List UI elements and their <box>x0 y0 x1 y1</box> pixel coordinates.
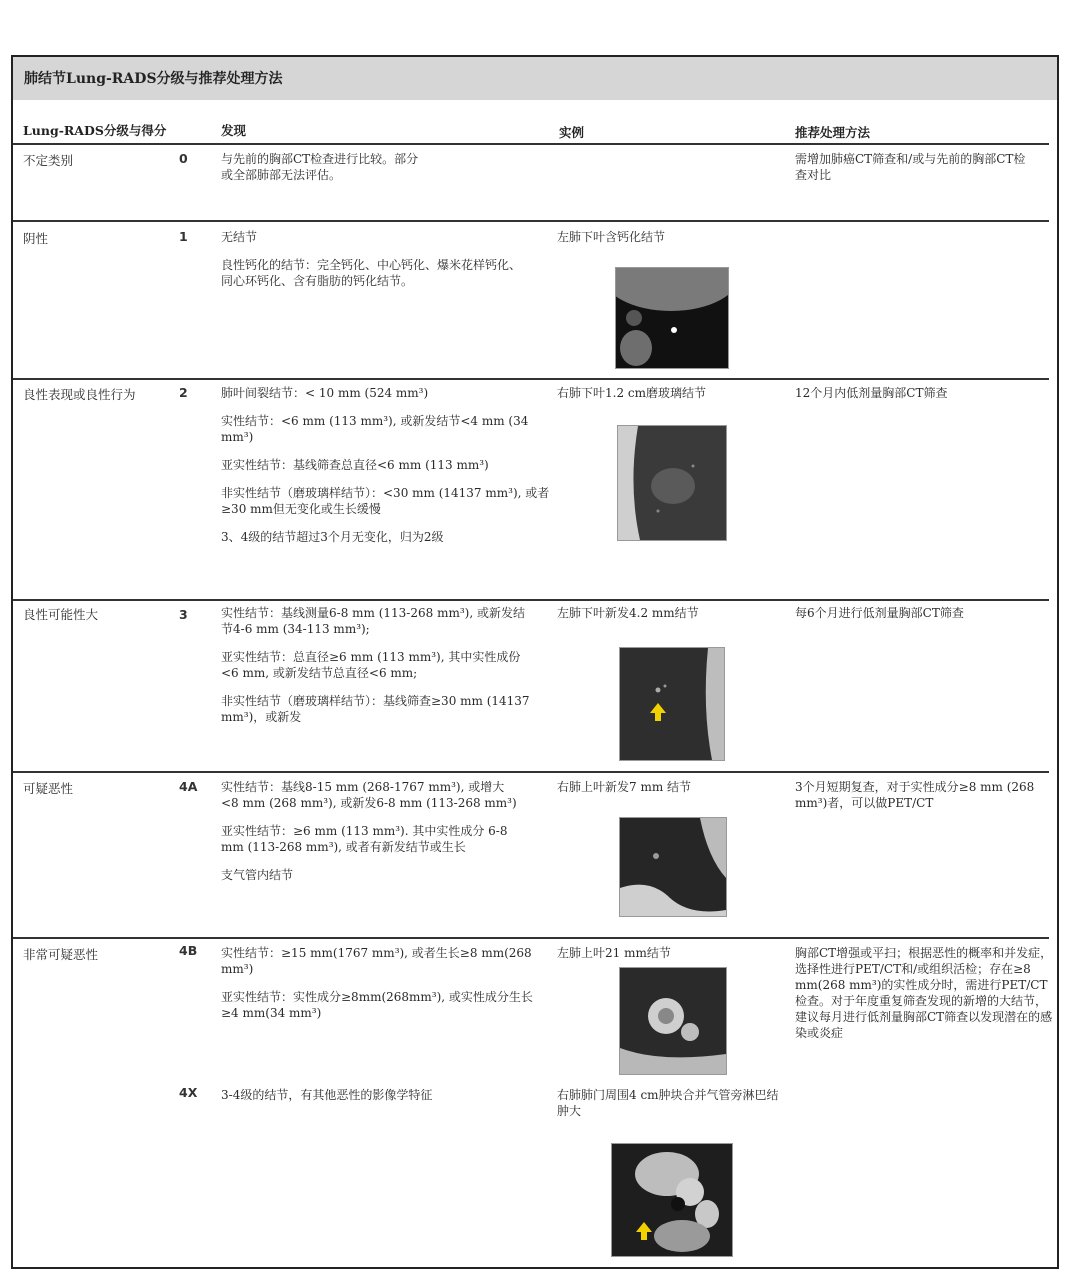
row-0-recommendation: 需增加肺癌CT筛查和/或与先前的胸部CT检查对比 <box>795 152 1026 182</box>
row-divider <box>13 771 1049 773</box>
row-6-finding: 3-4级的结节，有其他恶性的影像学特征 <box>221 1088 433 1102</box>
row-6-findings <box>221 1087 551 1115</box>
row-0-finding: 与先前的胸部CT检查进行比较。部分或全部肺部无法评估。 <box>221 152 419 182</box>
row-5-findings <box>221 945 543 1033</box>
row-6-example: 右肺肺门周围4 cm肿块合并气管旁淋巴结肿大 <box>557 1088 779 1118</box>
ct-scan-calcified-nodule <box>616 268 728 368</box>
row-3-finding: 非实性结节（磨玻璃样结节）：基线筛查≥30 mm (14137 mm³)，或新发 <box>221 694 530 724</box>
row-5-finding: 亚实性结节：实性成分≥8mm(268mm³), 或实性成分生长≥4 mm(34 mm³) <box>221 990 533 1020</box>
ct-image-row-2 <box>617 425 727 541</box>
row-0-score: 0 <box>179 151 188 166</box>
ct-image-row-4 <box>619 817 727 917</box>
row-1-finding: 无结节 <box>221 230 258 244</box>
lung-rads-table <box>11 55 1059 1269</box>
ct-image-row-3 <box>619 647 725 761</box>
header-rule <box>13 143 1049 145</box>
row-2-category: 良性表现或良性行为 <box>23 387 136 402</box>
row-2-score: 2 <box>179 385 188 400</box>
ct-scan-ground-glass-nodule <box>618 426 726 540</box>
row-1-finding: 良性钙化的结节：完全钙化、中心钙化、爆米花样钙化、同心环钙化、含有脂肪的钙化结节。 <box>221 258 522 288</box>
row-2-example: 右肺下叶1.2 cm磨玻璃结节 <box>557 386 706 400</box>
row-2-finding: 3、4级的结节超过3个月无变化，归为2级 <box>221 530 444 544</box>
row-1-example: 左肺下叶含钙化结节 <box>557 230 666 244</box>
row-1-category: 阴性 <box>23 231 49 246</box>
row-3-finding: 亚实性结节：总直径≥6 mm (113 mm³), 其中实性成份 <6 mm, 或新发结节总直径<6 mm; <box>221 650 521 680</box>
ct-image-row-5 <box>619 967 727 1075</box>
row-5-example: 左肺上叶21 mm结节 <box>557 946 671 960</box>
row-4-recommendation: 3个月短期复查，对于实性成分≥8 mm (268 mm³)者，可以做PET/CT <box>795 780 1035 810</box>
header-recommendation: 推荐处理方法 <box>795 125 871 140</box>
row-0-category: 不定类别 <box>23 153 74 168</box>
row-3-score: 3 <box>179 607 188 622</box>
page-title: 肺结节Lung-RADS分级与推荐处理方法 <box>24 71 283 87</box>
row-4-findings <box>221 779 519 895</box>
row-divider <box>13 599 1049 601</box>
row-divider <box>13 220 1049 222</box>
row-5-score: 4B <box>179 943 198 958</box>
row-2-finding: 实性结节：<6 mm (113 mm³), 或新发结节<4 mm (34 mm³) <box>221 414 529 444</box>
row-2-finding: 亚实性结节：基线筛查总直径<6 mm (113 mm³) <box>221 458 489 472</box>
row-2-finding: 肺叶间裂结节：< 10 mm (524 mm³) <box>221 386 429 400</box>
row-3-findings <box>221 605 536 737</box>
row-3-category: 良性可能性大 <box>23 607 99 622</box>
row-2-finding: 非实性结节（磨玻璃样结节）：<30 mm (14137 mm³), 或者≥30 mm但无变化或生长缓慢 <box>221 486 550 516</box>
title-bar <box>13 57 1057 100</box>
header-findings: 发现 <box>221 123 247 138</box>
row-4-finding: 亚实性结节：≥6 mm (113 mm³). 其中实性成分 6-8 mm (113-268 mm³), 或者有新发结节或生长 <box>221 824 508 854</box>
ct-image-row-6 <box>611 1143 733 1257</box>
row-1-score: 1 <box>179 229 188 244</box>
header-category-score: Lung-RADS分级与得分 <box>23 123 167 138</box>
row-4-category: 可疑恶性 <box>23 781 74 796</box>
row-5-finding: 实性结节：≥15 mm(1767 mm³), 或者生长≥8 mm(268 mm³) <box>221 946 532 976</box>
row-2-findings <box>221 385 551 557</box>
ct-image-row-1 <box>615 267 729 369</box>
row-3-recommendation: 每6个月进行低剂量胸部CT筛查 <box>795 606 964 620</box>
ct-scan-hilar-mass <box>612 1144 732 1256</box>
row-4-example: 右肺上叶新发7 mm 结节 <box>557 780 692 794</box>
row-5-recommendation: 胸部CT增强或平扫；根据恶性的概率和并发症，选择性进行PET/CT和/或组织活检；存在≥8 mm(268 mm³)的实性成分时，需进行PET/CT检查。对于年度重复筛查发现的新增的大结节，建议每月进行低剂量胸部CT筛查以发现潜在的感染或炎症 <box>795 946 1053 1040</box>
row-0-findings <box>221 151 421 195</box>
row-4-finding: 支气管内结节 <box>221 868 294 882</box>
row-4-finding: 实性结节：基线8-15 mm (268-1767 mm³), 或增大 <8 mm (268 mm³), 或新发6-8 mm (113-268 mm³) <box>221 780 517 810</box>
header-example: 实例 <box>559 125 585 140</box>
ct-scan-large-nodule <box>620 968 726 1074</box>
row-3-finding: 实性结节：基线测量6-8 mm (113-268 mm³), 或新发结节4-6 mm (34-113 mm³); <box>221 606 525 636</box>
row-divider <box>13 378 1049 380</box>
row-2-recommendation: 12个月内低剂量胸部CT筛查 <box>795 386 948 400</box>
row-4-score: 4A <box>179 779 198 794</box>
row-divider <box>13 937 1049 939</box>
ct-scan-new-nodule <box>620 648 724 760</box>
ct-scan-suspicious-nodule <box>620 818 726 916</box>
row-3-example: 左肺下叶新发4.2 mm结节 <box>557 606 699 620</box>
row-6-score: 4X <box>179 1085 198 1100</box>
row-1-findings <box>221 229 521 301</box>
row-5-category: 非常可疑恶性 <box>23 947 99 962</box>
